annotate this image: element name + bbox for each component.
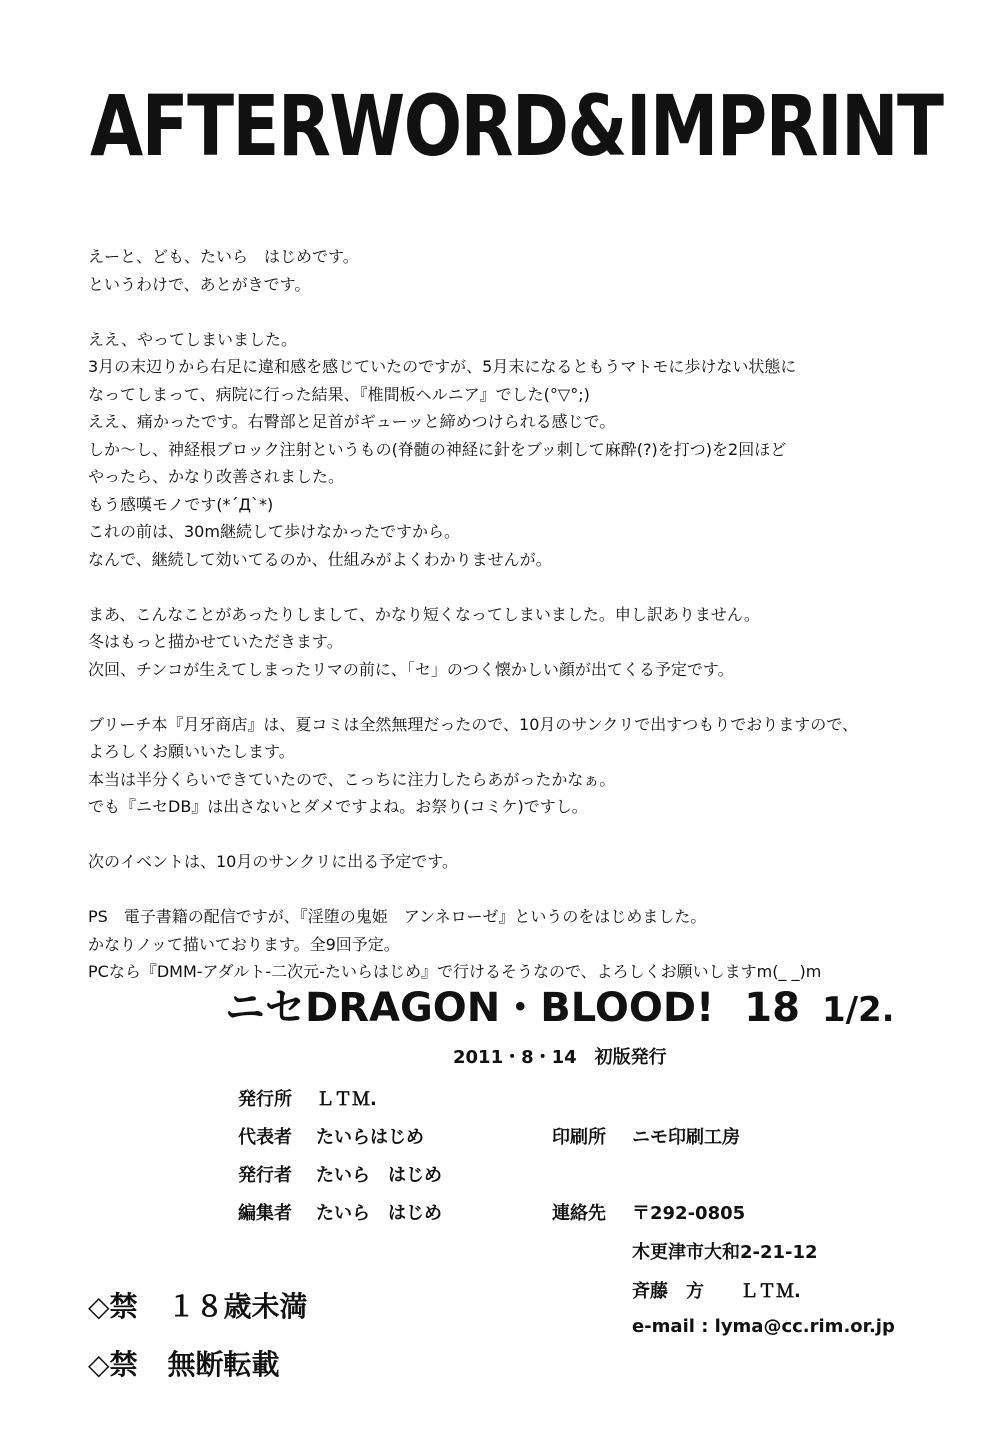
afterword-line: ブリーチ本『月牙商店』は、夏コミは全然無理だったので、10月のサンクリで出すつもりでおりますので、 <box>88 714 858 734</box>
publish-date: 2011・8・14 初版発行 <box>453 1047 667 1068</box>
afterword-line: まあ、こんなことがあったりしまして、かなり短くなってしまいました。申し訳ありません。 <box>88 604 760 624</box>
paragraph-gap <box>88 298 918 326</box>
contact-row <box>552 1199 745 1225</box>
afterword-line: これの前は、30m継続して歩けなかったですから。 <box>88 522 460 541</box>
afterword-line: PCなら『DMM-アダルト-二次元-たいらはじめ』で行けるそうなので、よろしくお願いしますm(_ _)m <box>88 962 822 981</box>
contact-label: 連絡先 <box>552 1203 606 1224</box>
book-title-block <box>225 982 945 1036</box>
contact-address: 木更津市大和2-21-12 <box>632 1242 818 1263</box>
afterword-line: よろしくお願いいたします。 <box>88 742 295 761</box>
afterword-line: えーと、ども、たいら はじめです。 <box>88 247 359 266</box>
afterword-line: やったら、かなり改善されました。 <box>88 467 345 486</box>
printer-label: 印刷所 <box>552 1127 606 1148</box>
publisher-label: 発行所 <box>238 1089 292 1110</box>
publisher-value: ＬＴＭ. <box>316 1089 377 1110</box>
afterword-line: なってしまって、病院に行った結果、『椎間板ヘルニア』でした(°▽°;) <box>88 384 590 404</box>
editor-value: たいら はじめ <box>316 1203 442 1224</box>
afterword-line: ええ、やってしまいました。 <box>88 329 297 349</box>
afterword-line: PS 電子書籍の配信ですが、『淫堕の鬼姫 アンネローゼ』というのをはじめました。 <box>88 907 707 926</box>
publisher-row <box>238 1085 377 1111</box>
afterword-text <box>88 243 918 986</box>
afterword-line: というわけで、あとがきです。 <box>88 274 311 294</box>
representative-value: たいらはじめ <box>316 1127 424 1148</box>
afterword-line: しか〜し、神経根ブロック注射というもの(脊髄の神経に針をブッ刺して麻酔(?)を打つ)を2回ほど <box>88 439 787 459</box>
paragraph-gap <box>88 821 918 849</box>
warning-text: 無断転載 <box>167 1348 280 1381</box>
afterword-line: 本当は半分くらいできていたので、こっちに注力したらあがったかなぁ。 <box>88 769 616 789</box>
book-title: ニセDRAGON・BLOOD! <box>225 985 715 1031</box>
editor-row <box>238 1199 442 1225</box>
issuer-value: たいら はじめ <box>316 1165 442 1186</box>
warning-mark: ◇禁 <box>88 1348 138 1381</box>
afterword-line: でも『ニセDB』は出さないとダメですよね。お祭り(コミケ)ですし。 <box>88 797 588 816</box>
paragraph-gap <box>88 573 918 601</box>
warning-text: １８歳未満 <box>167 1290 308 1323</box>
contact-care-of: 斉藤 方 ＬＴＭ. <box>632 1281 801 1302</box>
representative-row <box>238 1123 424 1149</box>
warning-mark: ◇禁 <box>88 1290 138 1323</box>
afterword-line: 3月の末辺りから右足に違和感を感じていたのですが、5月末になるともうマトモに歩けない状態に <box>88 357 797 376</box>
issuer-label: 発行者 <box>238 1165 292 1186</box>
afterword-line: 冬はもっと描かせていただきます。 <box>88 632 343 651</box>
afterword-line: なんで、継続して効いてるのか、仕組みがよくわかりませんが。 <box>88 549 552 569</box>
warning-underage <box>88 1285 308 1325</box>
afterword-line: かなりノッて描いております。全9回予定。 <box>88 934 400 954</box>
afterword-line: もう感嘆モノです(*´Д`*) <box>88 494 274 514</box>
representative-label: 代表者 <box>238 1127 292 1148</box>
page-title: AFTERWORD&IMPRINT <box>90 77 943 175</box>
afterword-line: 次のイベントは、10月のサンクリに出る予定です。 <box>88 852 458 871</box>
volume-number: 18 <box>744 985 800 1031</box>
contact-email: e-mail : lyma@cc.rim.or.jp <box>632 1316 895 1337</box>
issuer-row <box>238 1161 442 1187</box>
paragraph-gap <box>88 683 918 711</box>
afterword-line: ええ、痛かったです。右臀部と足首がギューッと締めつけられる感じで。 <box>88 412 616 431</box>
paragraph-gap <box>88 876 918 904</box>
printer-value: ニモ印刷工房 <box>632 1127 740 1148</box>
contact-postal: 〒292-0805 <box>632 1203 746 1224</box>
printer-row <box>552 1123 740 1149</box>
editor-label: 編集者 <box>238 1203 292 1224</box>
afterword-line: 次回、チンコが生えてしまったリマの前に、「セ」のつく懐かしい顔が出てくる予定です。 <box>88 659 734 679</box>
warning-reproduction <box>88 1343 280 1383</box>
volume-half: 1/2. <box>821 990 895 1030</box>
